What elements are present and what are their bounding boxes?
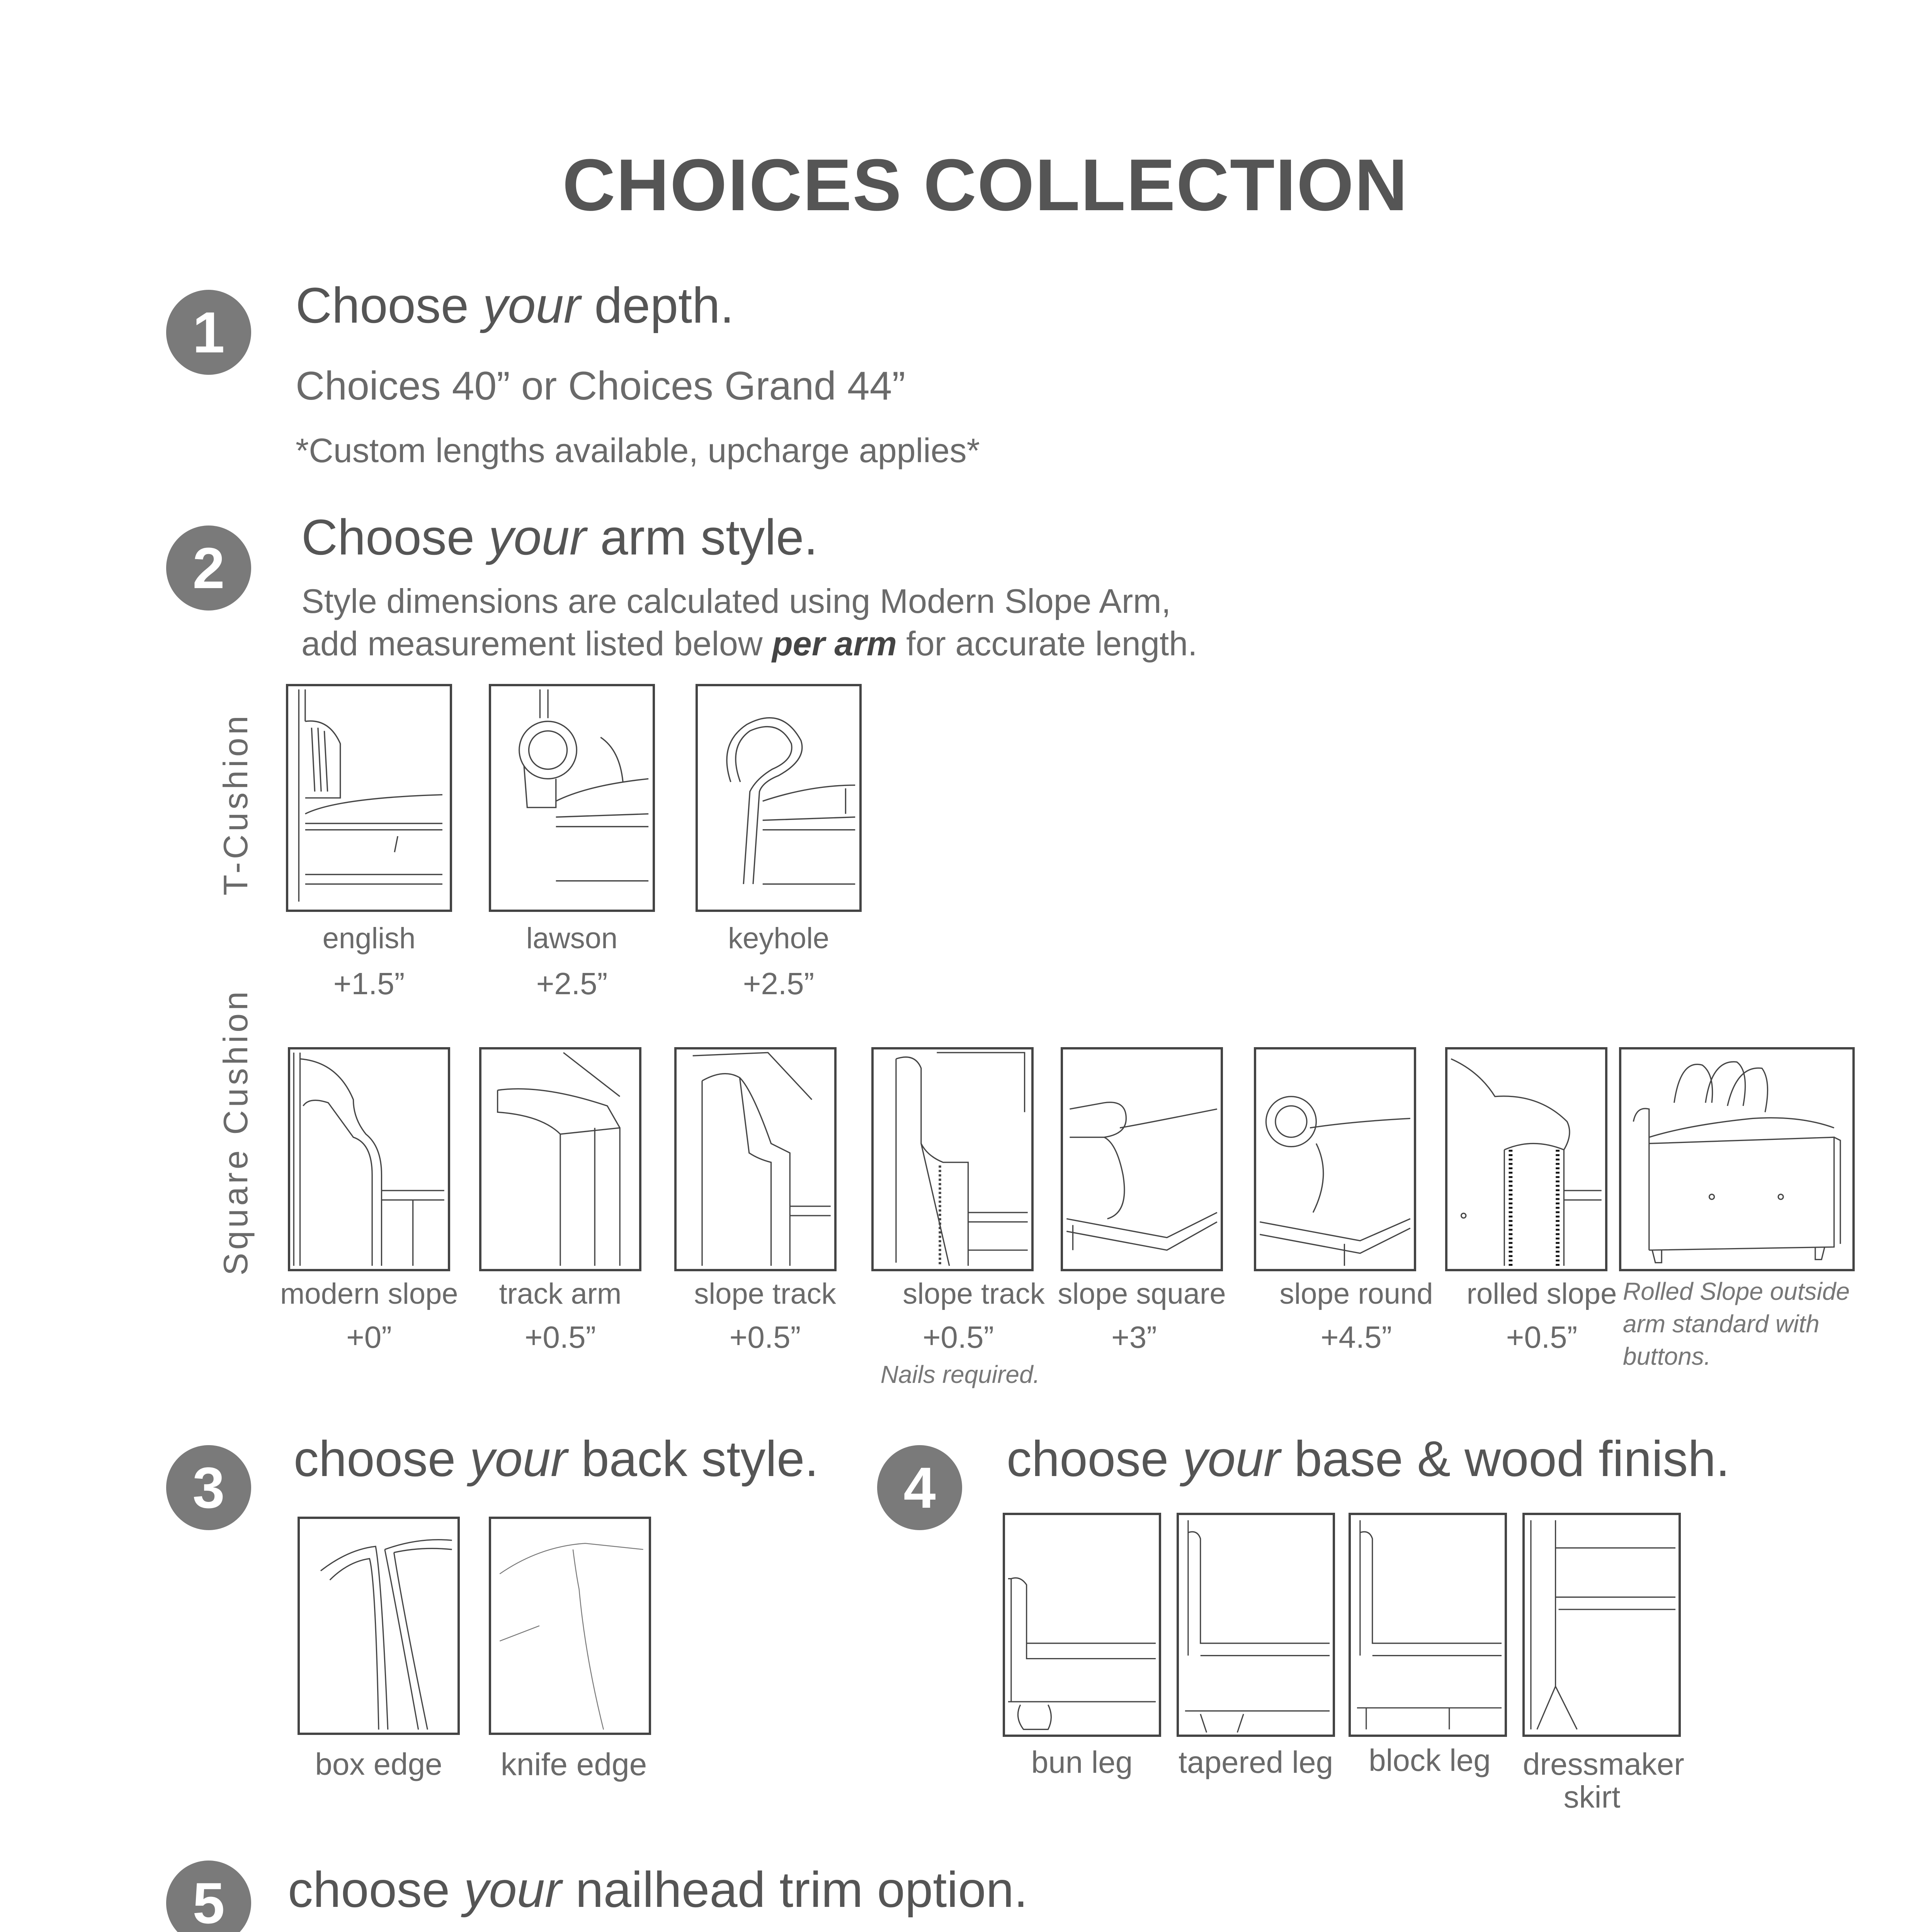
arm-value: +4.5” xyxy=(1320,1320,1392,1354)
tapered-leg-drawing xyxy=(1177,1513,1335,1737)
arm-value: +0.5” xyxy=(1506,1320,1578,1354)
rolled-slope-outside-drawing xyxy=(1619,1047,1855,1271)
lawson-arm-drawing xyxy=(489,684,655,912)
step-3-heading: choose your back style. xyxy=(294,1430,819,1487)
modern-slope-arm-drawing xyxy=(288,1047,450,1271)
base-label: block leg xyxy=(1369,1743,1491,1777)
arm-label: rolled slope xyxy=(1466,1277,1617,1310)
arm-value: +0” xyxy=(346,1320,392,1354)
arm-label: slope track xyxy=(903,1277,1045,1310)
arm-value: +2.5” xyxy=(743,966,815,1001)
t-cushion-label: T-Cushion xyxy=(216,713,255,896)
base-label: dressmaker xyxy=(1523,1747,1684,1781)
arm-label: lawson xyxy=(526,922,618,955)
square-cushion-label: Square Cushion xyxy=(216,988,255,1276)
arm-label: slope round xyxy=(1279,1277,1433,1310)
arm-value: +3” xyxy=(1111,1320,1157,1354)
slope-track-arm-drawing xyxy=(674,1047,837,1271)
step-1-heading: Choose your depth. xyxy=(296,277,734,333)
arm-style-desc-2: add measurement listed below per arm for accurate length. xyxy=(301,624,1197,663)
nails-required-note: Nails required. xyxy=(880,1361,1040,1388)
arm-value: +0.5” xyxy=(524,1320,596,1354)
arm-value: +2.5” xyxy=(536,966,608,1001)
slope-track-nailhead-arm-drawing xyxy=(871,1047,1034,1271)
arm-value: +0.5” xyxy=(922,1320,994,1354)
bun-leg-drawing xyxy=(1003,1513,1161,1737)
step-3-badge: 3 xyxy=(166,1445,251,1530)
base-label: bun leg xyxy=(1031,1745,1133,1779)
rolled-slope-note: Rolled Slope outside arm standard with buttons. xyxy=(1623,1277,1850,1370)
base-label: tapered leg xyxy=(1178,1745,1333,1779)
back-style-label: knife edge xyxy=(500,1747,647,1782)
arm-label: english xyxy=(322,922,416,955)
slope-round-arm-drawing xyxy=(1254,1047,1416,1271)
step-4-heading: choose your base & wood finish. xyxy=(1007,1430,1730,1487)
arm-label: slope track xyxy=(694,1277,836,1310)
arm-label: keyhole xyxy=(728,922,829,955)
arm-label: slope square xyxy=(1058,1277,1226,1310)
track-arm-drawing xyxy=(479,1047,641,1271)
english-arm-drawing xyxy=(286,684,452,912)
step-4-badge: 4 xyxy=(877,1445,962,1530)
arm-label: track arm xyxy=(499,1277,622,1310)
page-title: CHOICES COLLECTION xyxy=(562,144,1408,226)
step-5-heading: choose your nailhead trim option. xyxy=(288,1861,1028,1918)
custom-length-note: *Custom lengths available, upcharge applies* xyxy=(296,431,980,469)
block-leg-drawing xyxy=(1349,1513,1507,1737)
arm-label: modern slope xyxy=(280,1277,458,1310)
back-style-label: box edge xyxy=(315,1747,442,1781)
step-2-badge: 2 xyxy=(166,526,251,611)
step-2-heading: Choose your arm style. xyxy=(301,509,818,565)
keyhole-arm-drawing xyxy=(696,684,862,912)
arm-value: +1.5” xyxy=(333,966,405,1001)
arm-value: +0.5” xyxy=(729,1320,801,1354)
rolled-slope-arm-drawing xyxy=(1445,1047,1607,1271)
arm-style-desc-1: Style dimensions are calculated using Modern Slope Arm, xyxy=(301,582,1171,620)
step-5-badge: 5 xyxy=(166,1861,251,1932)
depth-options: Choices 40” or Choices Grand 44” xyxy=(296,364,906,408)
knife-edge-drawing xyxy=(489,1517,651,1735)
step-1-badge: 1 xyxy=(166,290,251,375)
slope-square-arm-drawing xyxy=(1061,1047,1223,1271)
base-label-line2: skirt xyxy=(1563,1780,1621,1814)
box-edge-drawing xyxy=(298,1517,460,1735)
dressmaker-skirt-drawing xyxy=(1522,1513,1681,1737)
